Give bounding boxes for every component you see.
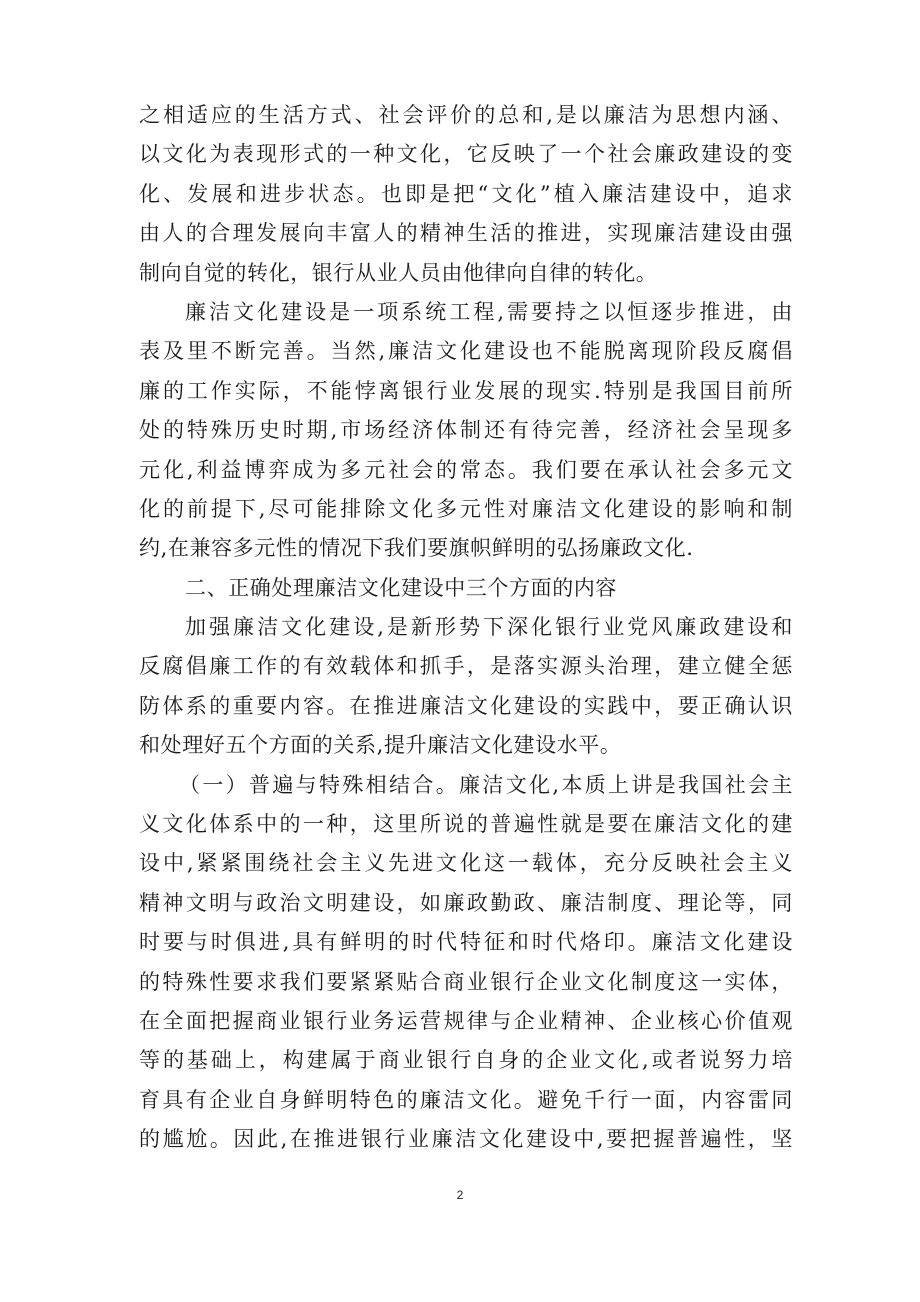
text-line: 育具有企业自身鲜明特色的廉洁文化。避免千行一面，内容雷同	[139, 1087, 793, 1112]
text-line: 时要与时俱进,具有鲜明的时代特征和时代烙印。廉洁文化建设	[139, 930, 793, 955]
text-line: 设中,紧紧围绕社会主义先进文化这一载体，充分反映社会主义	[139, 851, 793, 876]
text-line: 精神文明与政治文明建设，如廉政勤政、廉洁制度、理论等，同	[139, 890, 793, 915]
text-line: 加强廉洁文化建设,是新形势下深化银行业党风廉政建设和	[185, 615, 793, 640]
text-line: 表及里不断完善。当然,廉洁文化建设也不能脱离现阶段反腐倡	[139, 339, 793, 364]
text-line: 处的特殊历史时期,市场经济体制还有待完善，经济社会呈现多	[139, 418, 793, 443]
body-text	[139, 96, 793, 1160]
text-line: 和处理好五个方面的关系,提升廉洁文化建设水平。	[139, 733, 622, 758]
text-line: 元化,利益博弈成为多元社会的常态。我们要在承认社会多元文	[139, 457, 793, 482]
text-line: 防体系的重要内容。在推进廉洁文化建设的实践中，要正确认识	[139, 693, 793, 718]
text-line: 等的基础上，构建属于商业银行自身的企业文化,或者说努力培	[139, 1048, 793, 1073]
text-line: （一）普遍与特殊相结合。廉洁文化,本质上讲是我国社会主	[179, 772, 793, 797]
page-number: 2	[456, 1188, 464, 1202]
section-heading: 二、正确处理廉洁文化建设中三个方面的内容	[185, 575, 617, 600]
text-line: 约,在兼容多元性的情况下我们要旗帜鲜明的弘扬廉政文化.	[139, 536, 694, 561]
text-line: 的尴尬。因此,在推进银行业廉洁文化建设中,要把握普遍性，坚	[139, 1127, 793, 1152]
text-line: 化、发展和进步状态。也即是把“文化”植入廉洁建设中，追求	[139, 181, 793, 206]
text-line: 由人的合理发展向丰富人的精神生活的推进，实现廉洁建设由强	[139, 221, 793, 246]
text-line: 以文化为表现形式的一种文化，它反映了一个社会廉政建设的变	[139, 142, 793, 167]
text-line: 化的前提下,尽可能排除文化多元性对廉洁文化建设的影响和制	[139, 496, 793, 521]
text-line: 廉的工作实际，不能悖离银行业发展的现实.特别是我国目前所	[139, 378, 793, 403]
text-line: 之相适应的生活方式、社会评价的总和,是以廉洁为思想内涵、	[139, 103, 793, 127]
text-line: 的特殊性要求我们要紧紧贴合商业银行企业文化制度这一实体，	[139, 969, 793, 994]
text-line: 在全面把握商业银行业务运营规律与企业精神、企业核心价值观	[139, 1008, 793, 1033]
text-line: 廉洁文化建设是一项系统工程,需要持之以恒逐步推进，由	[185, 299, 793, 324]
text-line: 反腐倡廉工作的有效载体和抓手，是落实源头治理，建立健全惩	[139, 654, 793, 679]
text-line: 义文化体系中的一种，这里所说的普遍性就是要在廉洁文化的建	[139, 812, 793, 837]
text-line: 制向自觉的转化，银行从业人员由他律向自律的转化。	[139, 260, 658, 285]
